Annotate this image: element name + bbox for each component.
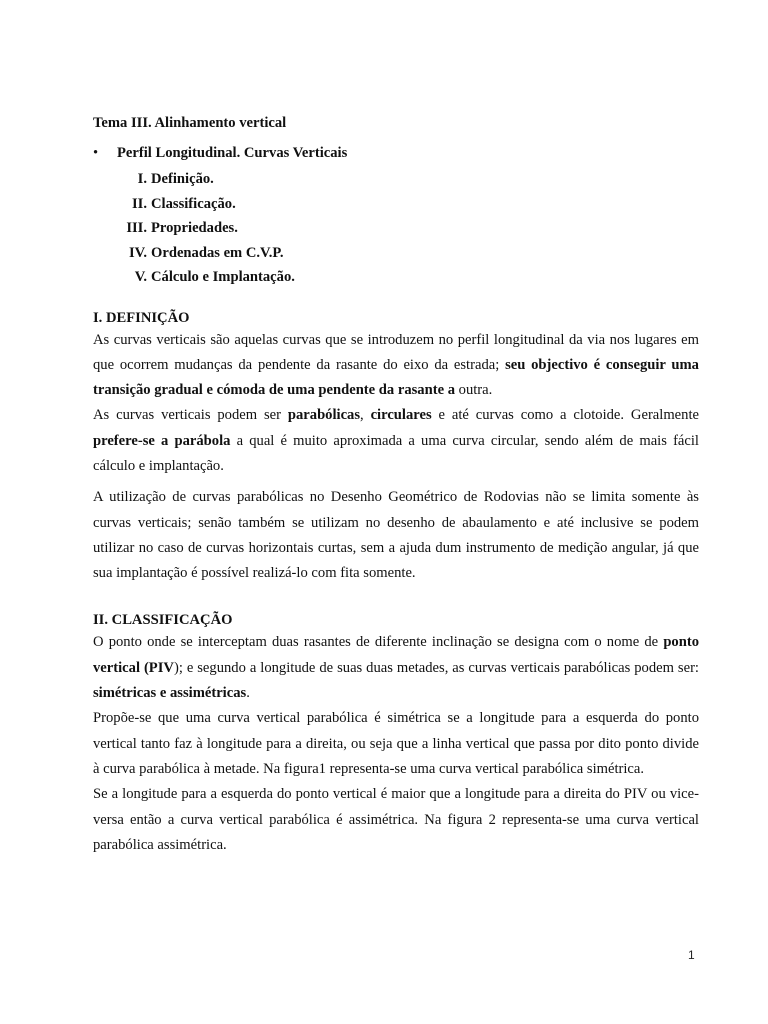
bold-run: seu objectivo é conseguir uma transição gradual e cómoda de uma pendente da rasante a <box>93 356 699 399</box>
bullet-text: Perfil Longitudinal. Curvas Verticais <box>117 145 348 161</box>
bullet-item <box>93 143 699 163</box>
text-run: . <box>246 685 250 702</box>
paragraph-usage: A utilização de curvas parabólicas no Desenho Geométrico de Rodovias não se limita somente às curvas verticais; senão também se utilizam no desenho de abaulamento e até inclusive se podem utilizar no caso de curvas horizontais curtas, sem a ajuda dum instrumento de medição angular, já que sua implantação é possível realizá-lo com fita somente. <box>93 489 699 582</box>
topic-item <box>93 265 699 290</box>
topic-number: V. <box>134 269 147 285</box>
topic-label: Ordenadas em C.V.P. <box>151 244 284 261</box>
section-heading-classificacao: II. CLASSIFICAÇÃO <box>93 612 233 629</box>
topic-number: III. <box>126 220 147 236</box>
text-run: , <box>360 407 371 424</box>
text-run: As curvas verticais podem ser <box>93 407 288 424</box>
paragraph-curve-types <box>93 403 699 479</box>
text-run: e até curvas como a clotoide. Geralmente <box>431 407 699 424</box>
topic-number: II. <box>131 195 147 212</box>
topic-item <box>93 216 699 241</box>
topic-item <box>93 167 699 192</box>
text-run: outra. <box>455 382 493 399</box>
bold-run: prefere-se a parábola <box>93 432 231 449</box>
bold-run: ponto vertical (PIV <box>93 634 699 676</box>
text-run: ); e segundo a longitude de suas duas metades, as curvas verticais parabólicas podem ser: <box>173 659 699 676</box>
paragraph-definition <box>93 328 699 404</box>
topic-item <box>93 192 699 217</box>
section-heading-definicao: I. DEFINIÇÃO <box>93 309 190 326</box>
topic-list <box>93 167 699 290</box>
paragraph-piv <box>93 630 699 706</box>
topic-label: Definição. <box>151 171 214 187</box>
bullet-icon: • <box>93 145 99 161</box>
paragraph-symmetric: Propõe-se que uma curva vertical parabólica é simétrica se a longitude para a esquerda do ponto vertical tanto faz à longitude para a direita, ou seja que a linha vertical que passa por dito ponto divide à curva parabólica à metade. Na figura1 representa-se uma curva vertical parabólica simétrica. <box>93 710 699 777</box>
topic-label: Cálculo e Implantação. <box>151 269 295 285</box>
paragraph-asymmetric: Se a longitude para a esquerda do ponto vertical é maior que a longitude para a direita do PIV ou vice-versa então a curva vertical parabólica é assimétrica. Na figura 2 representa-se uma curva vertical parabólica assimétrica. <box>93 786 699 853</box>
document-page <box>93 113 699 858</box>
page-number: 1 <box>688 948 695 962</box>
topic-number: I. <box>137 171 147 187</box>
bold-run: parabólicas <box>287 407 361 424</box>
text-run: a qual é muito aproximada a uma curva circular, sendo além de mais fácil cálculo e implantação. <box>93 432 699 474</box>
text-run: O ponto onde se interceptam duas rasantes de diferente inclinação se designa com o nome de <box>93 634 664 651</box>
topic-label: Classificação. <box>151 195 236 212</box>
bold-run: circulares <box>370 407 432 424</box>
topic-number: IV. <box>129 244 147 261</box>
text-run: As curvas verticais são aquelas curvas que se introduzem no perfil longitudinal da via nos lugares em que ocorrem mudanças da pendente da rasante do eixo da estrada; <box>93 331 699 373</box>
topic-label: Propriedades. <box>151 220 238 236</box>
topic-item <box>93 241 699 266</box>
document-title: Tema III. Alinhamento vertical <box>93 115 287 131</box>
bold-run: simétricas e assimétricas <box>93 685 247 702</box>
